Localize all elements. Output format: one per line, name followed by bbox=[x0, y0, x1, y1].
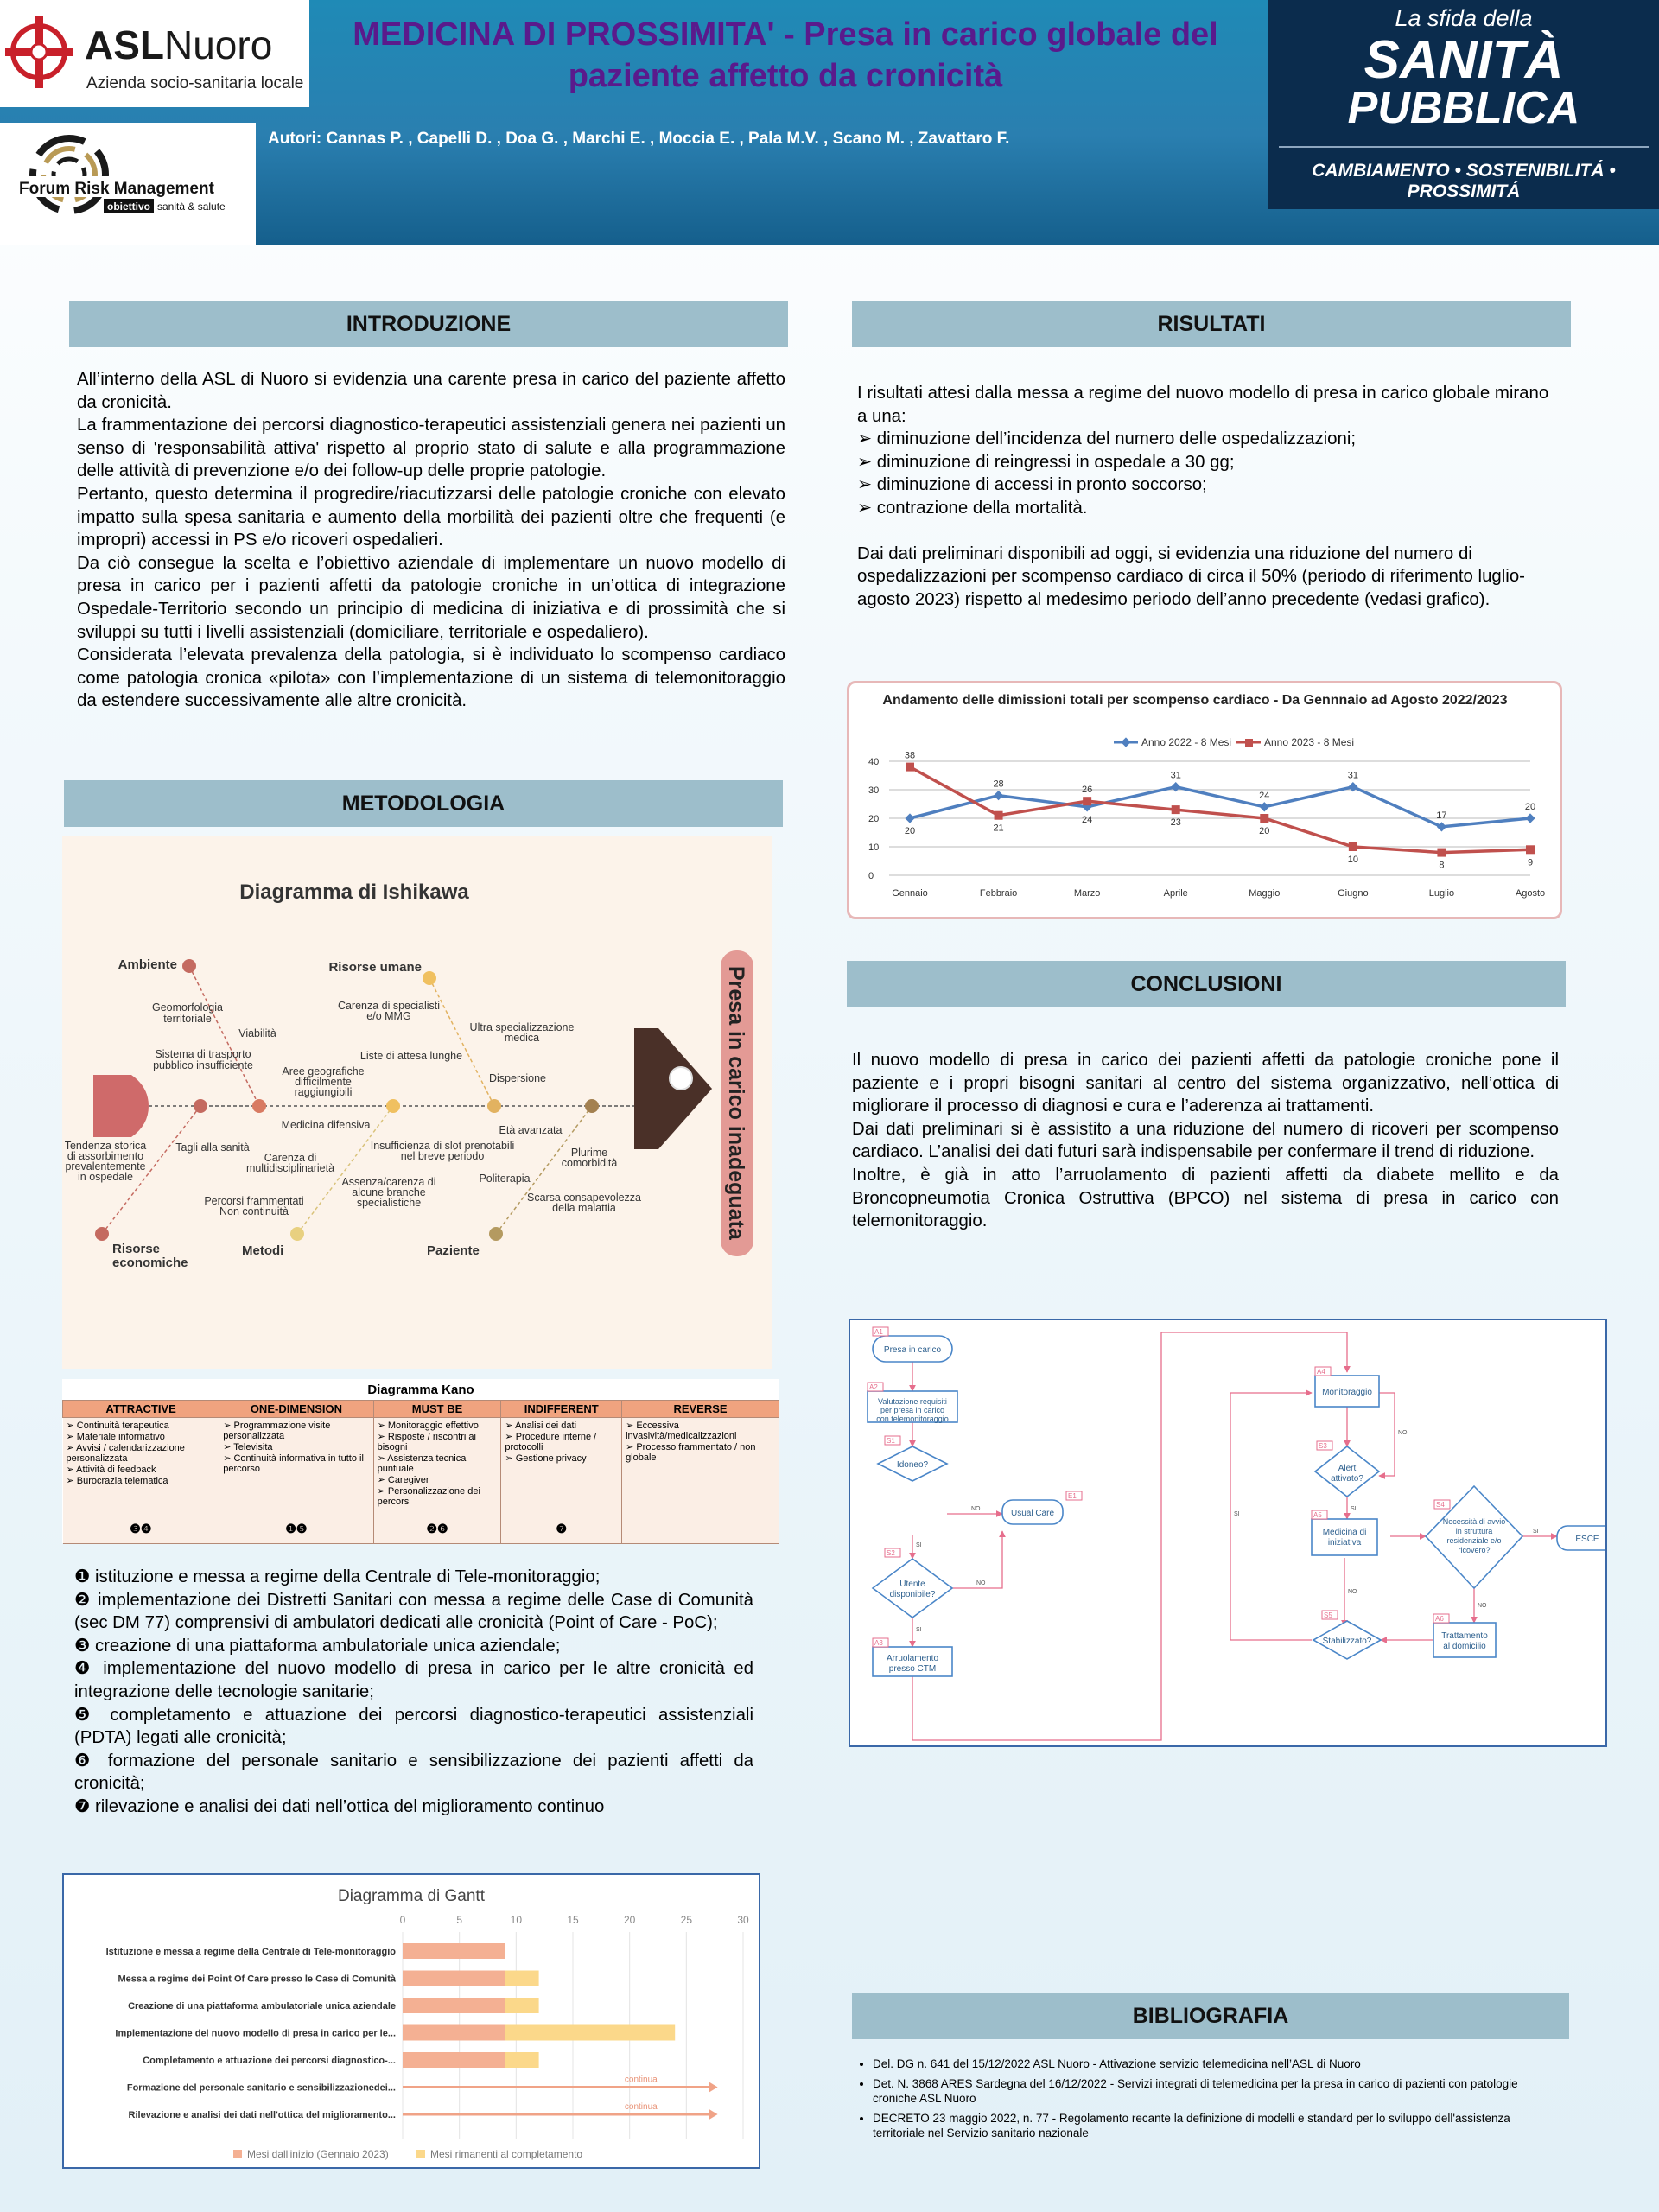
data-label: 9 bbox=[1527, 857, 1534, 868]
title-line-1: MEDICINA DI PROSSIMITA' - Presa in carico globale del bbox=[353, 16, 1218, 53]
y-tick-label: 0 bbox=[868, 871, 874, 881]
legend-series-2: Anno 2023 - 8 Mesi bbox=[1264, 736, 1355, 748]
cause-15a: Percorsi frammentati bbox=[204, 1195, 304, 1207]
banner-top: La sfida della bbox=[1395, 5, 1533, 31]
kano-item: ➢ Processo frammentato / non globale bbox=[626, 1441, 775, 1463]
fc-alert-2: attivato? bbox=[1331, 1474, 1363, 1484]
x-tick-label: Febbraio bbox=[979, 888, 1018, 899]
fc-si-3: SI bbox=[1351, 1506, 1357, 1512]
cause-16: Età avanzata bbox=[499, 1124, 563, 1136]
fc-esce: ESCE bbox=[1575, 1535, 1599, 1544]
data-label: 8 bbox=[1439, 860, 1445, 871]
kano-cell-one-dimension bbox=[219, 1418, 373, 1520]
bib-item-1: • Del. DG n. 641 del 15/12/2022 ASL Nuoro - Attivazione servizio telemedicina nell’ASL di Nuoro bbox=[873, 2056, 1562, 2071]
kano-col-1: ONE-DIMENSION bbox=[219, 1401, 373, 1418]
banner-bottom-2: PROSSIMITÁ bbox=[1407, 181, 1521, 201]
fc-id-a3: A3 bbox=[874, 1639, 883, 1647]
kano-item: ➢ Avvisi / calendarizzazione personalizzata bbox=[67, 1442, 216, 1464]
gantt-task-label: Completamento e attuazione dei percorsi diagnostico-... bbox=[143, 2056, 396, 2066]
risultati-intro: I risultati attesi dalla messa a regime del nuovo modello di presa in carico globale mirano a una: bbox=[857, 384, 1549, 426]
conclusioni-body bbox=[852, 1049, 1559, 1233]
data-point bbox=[995, 811, 1003, 820]
intro-p5: Considerata l’elevata prevalenza della patologia, si è individuato lo scompenso cardiaco come patologia cronica «pilota» con l’implementazione di un sistema di telemonitoraggio da estendere successivamente alle altre cronicità. bbox=[77, 645, 785, 711]
y-tick-label: 20 bbox=[868, 814, 880, 824]
chart-title: Andamento delle dimissioni totali per scompenso cardiaco - Da Gennnaio ad Agosto 2022/2023 bbox=[882, 693, 1508, 708]
kano-item: ➢ Televisita bbox=[223, 1441, 369, 1452]
intro-p3: Pertanto, questo determina il progredire/riacutizzarsi delle patologie croniche con elevato impatto sulla spesa sanitaria e aumento della morbilità dei pazienti oltre che frequenti (e impropri) accessi in PS e/o ricoveri ospedalieri. bbox=[77, 484, 785, 550]
method-item-4: ❹ implementazione del nuovo modello di presa in carico per le altre cronicità ed integrazione delle tecnologie sanitarie; bbox=[74, 1659, 753, 1701]
fc-id-s5: S5 bbox=[1324, 1611, 1332, 1619]
method-item-5: ❺ completamento e attuazione dei percorsi diagnostico-terapeutici assistenziali (PDTA) legati alle cronicità; bbox=[74, 1705, 753, 1748]
line-chart bbox=[847, 681, 1562, 919]
data-label: 20 bbox=[1259, 826, 1270, 836]
kano-item: ➢ Analisi dei dati bbox=[505, 1420, 618, 1431]
fc-id-s4: S4 bbox=[1436, 1501, 1445, 1509]
gantt-continua: continua bbox=[624, 2102, 658, 2112]
cat-risorse-economiche-1: Risorse bbox=[112, 1242, 161, 1256]
intro-p4: Da ciò consegue la scelta e l’obiettivo aziendale di implementare un nuovo modello di presa in carico per i pazienti affetti da patologie croniche in un’ottica di integrazione Ospedale-Territorio secondo un principio di medicina di iniziativa e di prossimità che si sviluppi su tutti i livelli assistenziali (domiciliare, territoriale e ospedaliero). bbox=[77, 553, 785, 642]
banner-bottom-1: CAMBIAMENTO • SOSTENIBILITÁ • bbox=[1312, 161, 1616, 181]
frm-tag-a: obiettivo bbox=[107, 200, 150, 213]
kano-item: ➢ Continuità terapeutica bbox=[67, 1420, 216, 1431]
kano-item: ➢ Procedure interne / protocolli bbox=[505, 1431, 618, 1452]
gantt-tick: 10 bbox=[510, 1914, 523, 1926]
fc-si-4: SI bbox=[1533, 1529, 1539, 1535]
asl-nuoro-logo bbox=[0, 0, 309, 107]
frm-name: Forum Risk Management bbox=[19, 180, 214, 198]
intro-p2: La frammentazione dei percorsi diagnostico-terapeutici assistenziali genera nei pazienti un senso di 'responsabilità attiva' rispetto al proprio stato di salute e alla programmazione delle attività di prevenzione e/o dei follow-up delle proprie patologie. bbox=[77, 416, 785, 481]
fc-utente-2: disponibile? bbox=[889, 1590, 936, 1599]
x-tick-label: Luglio bbox=[1428, 888, 1455, 899]
banner-big-2: PUBBLICA bbox=[1347, 83, 1580, 133]
cause-15b: Non continuità bbox=[219, 1205, 289, 1217]
kano-col-3: INDIFFERENT bbox=[501, 1401, 622, 1418]
fc-id-a2: A2 bbox=[869, 1383, 878, 1391]
gantt-bar-remaining bbox=[505, 1971, 538, 1986]
gantt-tick: 15 bbox=[567, 1914, 579, 1926]
cause-9c: prevalentemente bbox=[65, 1160, 146, 1173]
data-point bbox=[1437, 822, 1446, 831]
cause-2: Viabilità bbox=[238, 1027, 276, 1039]
kano-cell-must-be bbox=[373, 1418, 501, 1520]
risultati-bullet-4: ➢ contrazione della mortalità. bbox=[857, 497, 1554, 520]
kano-item: ➢ Eccessiva invasività/medicalizzazioni bbox=[626, 1420, 775, 1441]
x-tick-label: Marzo bbox=[1073, 888, 1101, 899]
method-item-1: ❶ istituzione e messa a regime della Centrale di Tele-monitoraggio; bbox=[74, 1567, 601, 1586]
gantt-tick: 25 bbox=[680, 1914, 693, 1926]
cat-risorse-umane: Risorse umane bbox=[328, 960, 422, 975]
risultati-bullet-2: ➢ diminuzione di reingressi in ospedale a 30 gg; bbox=[857, 451, 1554, 474]
cause-9b: di assorbimento bbox=[67, 1150, 144, 1162]
fc-valutazione-3: con telemonitoraggio bbox=[876, 1414, 949, 1423]
cause-9a: Tendenza storica bbox=[64, 1140, 147, 1152]
fc-si-1: SI bbox=[916, 1542, 922, 1548]
conclusioni-heading: CONCLUSIONI bbox=[847, 961, 1566, 1007]
banner-big-1: SANITÀ bbox=[1363, 30, 1564, 90]
data-point bbox=[1348, 782, 1357, 791]
cause-1a: Geomorfologia bbox=[152, 1001, 223, 1014]
y-tick-label: 10 bbox=[868, 842, 880, 853]
cat-metodi: Metodi bbox=[242, 1243, 284, 1258]
risultati-bullet-1: ➢ diminuzione dell’incidenza del numero delle ospedalizzazioni; bbox=[857, 428, 1554, 451]
cause-13b: nel breve periodo bbox=[400, 1150, 485, 1162]
cause-12a: Carenza di bbox=[264, 1152, 317, 1164]
risultati-heading: RISULTATI bbox=[852, 301, 1571, 347]
risultati-body bbox=[857, 382, 1554, 611]
x-tick-label: Maggio bbox=[1249, 888, 1281, 899]
kano-item: ➢ Materiale informativo bbox=[67, 1431, 216, 1442]
fc-id-e1: E1 bbox=[1068, 1492, 1077, 1500]
cat-paziente: Paziente bbox=[427, 1243, 480, 1258]
fc-id-s1: S1 bbox=[887, 1437, 895, 1445]
data-label: 17 bbox=[1436, 810, 1447, 821]
method-item-2: ❷ implementazione dei Distretti Sanitari con messa a regime delle Case di Comunità (sec DM 77) comprensivi di ambulatori dedicati alle cronicità (Point of Care - PoC); bbox=[74, 1590, 753, 1633]
fc-monitoraggio: Monitoraggio bbox=[1322, 1388, 1372, 1397]
gantt-tick: 5 bbox=[456, 1914, 463, 1926]
data-point bbox=[994, 791, 1003, 800]
ishikawa-tail bbox=[93, 1075, 149, 1137]
fc-tratt-2: al domicilio bbox=[1443, 1642, 1486, 1651]
data-point bbox=[905, 813, 914, 823]
gantt-task-label: Formazione del personale sanitario e sensibilizzazionedei... bbox=[126, 2082, 396, 2094]
fc-presa: Presa in carico bbox=[883, 1345, 942, 1355]
y-tick-label: 40 bbox=[868, 757, 880, 767]
kano-num-4 bbox=[622, 1520, 779, 1544]
gantt-bar-remaining bbox=[505, 2052, 538, 2068]
fc-nec-3: residenziale e/o bbox=[1446, 1536, 1502, 1545]
kano-col-2: MUST BE bbox=[373, 1401, 501, 1418]
kano-item: ➢ Burocrazia telematica bbox=[67, 1475, 216, 1486]
gantt-bar-remaining bbox=[505, 1998, 538, 2013]
fc-id-a1: A1 bbox=[874, 1328, 883, 1336]
gantt-title: Diagramma di Gantt bbox=[337, 1887, 486, 1905]
forum-risk-management-logo bbox=[0, 123, 256, 245]
fc-arruolamento-2: presso CTM bbox=[888, 1664, 937, 1674]
cause-8: Dispersione bbox=[488, 1072, 547, 1084]
fc-medicina-1: Medicina di bbox=[1322, 1528, 1367, 1537]
intro-p1: All’interno della ASL di Nuoro si evidenzia una carente presa in carico del paziente affetto da cronicità. bbox=[77, 370, 785, 412]
kano-cell-indifferent bbox=[501, 1418, 622, 1520]
asl-cross-icon bbox=[5, 16, 73, 88]
data-point bbox=[1525, 813, 1535, 823]
kano-item: ➢ Attività di feedback bbox=[67, 1464, 216, 1475]
gantt-legend-a: Mesi dall'inizio (Gennaio 2023) bbox=[247, 2148, 389, 2160]
gantt-task-label: Istituzione e messa a regime della Centrale di Tele-monitoraggio bbox=[105, 1947, 396, 1957]
data-label: 20 bbox=[1524, 802, 1536, 812]
gantt-legend-b: Mesi rimanenti al completamento bbox=[430, 2148, 583, 2160]
introduzione-heading: INTRODUZIONE bbox=[69, 301, 788, 347]
fc-no-5: NO bbox=[1348, 1589, 1357, 1595]
cause-6b: medica bbox=[504, 1032, 540, 1044]
fc-si-5: SI bbox=[1234, 1511, 1240, 1517]
authors: Autori: Cannas P. , Capelli D. , Doa G. , Marchi E. , Moccia E. , Pala M.V. , Scano M. , Zavattaro F. bbox=[268, 130, 1010, 148]
fc-utente-1: Utente bbox=[899, 1580, 925, 1589]
risultati-bullet-3: ➢ diminuzione di accessi in pronto soccorso; bbox=[857, 474, 1554, 497]
cause-17b: comorbidità bbox=[561, 1157, 618, 1169]
gantt-task-label: Messa a regime dei Point Of Care presso le Case di Comunità bbox=[118, 1974, 396, 1985]
data-point bbox=[906, 763, 914, 772]
data-label: 38 bbox=[904, 750, 916, 761]
asl-name-a: ASL bbox=[85, 22, 164, 67]
asl-subtitle: Azienda socio-sanitaria locale bbox=[86, 74, 304, 92]
risultati-bullets bbox=[857, 428, 1554, 519]
kano-num-0: ❸❹ bbox=[63, 1520, 219, 1544]
x-tick-label: Aprile bbox=[1163, 888, 1188, 899]
cat-ambiente: Ambiente bbox=[118, 957, 177, 972]
frm-rings-icon bbox=[33, 138, 105, 211]
fc-si-2: SI bbox=[916, 1627, 922, 1633]
fc-nec-2: in struttura bbox=[1455, 1527, 1493, 1535]
gantt-task-label: Rilevazione e analisi dei dati nell'ottica del miglioramento... bbox=[128, 2110, 396, 2120]
fc-valutazione-1: Valutazione requisiti bbox=[878, 1397, 947, 1406]
kano-cell-reverse bbox=[622, 1418, 779, 1520]
bib-item-2: • Det. N. 3868 ARES Sardegna del 16/12/2022 - Servizi integrati di telemedicina per la presa in carico di pazienti con patologie croniche ASL Nuoro bbox=[873, 2076, 1562, 2106]
kano-item: ➢ Personalizzazione dei percorsi bbox=[378, 1485, 498, 1507]
cause-3b: pubblico insufficiente bbox=[153, 1059, 253, 1071]
data-label: 21 bbox=[993, 823, 1004, 834]
kano-cell-attractive bbox=[63, 1418, 219, 1520]
data-point bbox=[1349, 842, 1357, 851]
fc-valutazione-2: per presa in carico bbox=[880, 1406, 945, 1414]
poster-title bbox=[309, 14, 1262, 97]
fc-usual: Usual Care bbox=[1010, 1509, 1055, 1518]
flowchart bbox=[849, 1319, 1607, 1747]
conclusioni-p2: Dai dati preliminari si è assistito a una riduzione del numero di ricoveri per scompenso cardiaco. L’analisi dei dati futuri sarà indispensabile per confermare il trend di riduzione. bbox=[852, 1119, 1559, 1162]
gantt-tick: 20 bbox=[623, 1914, 636, 1926]
kano-col-0: ATTRACTIVE bbox=[63, 1401, 219, 1418]
cause-5b: e/o MMG bbox=[366, 1010, 411, 1022]
data-label: 31 bbox=[1170, 770, 1181, 781]
ishikawa-title: Diagramma di Ishikawa bbox=[239, 880, 469, 904]
cat-risorse-economiche-2: economiche bbox=[112, 1255, 188, 1270]
kano-num-3: ❼ bbox=[501, 1520, 622, 1544]
kano-table bbox=[62, 1400, 779, 1544]
bib-item-3: • DECRETO 23 maggio 2022, n. 77 - Regolamento recante la definizione di modelli e standard per lo sviluppo dell'assistenza territoriale nel Servizio sanitario nazionale bbox=[873, 2111, 1562, 2140]
fc-nec-1: Necessità di avvio bbox=[1442, 1517, 1506, 1526]
kano-item: ➢ Monitoraggio effettivo bbox=[378, 1420, 498, 1431]
kano-item: ➢ Continuità informativa in tutto il percorso bbox=[223, 1452, 369, 1474]
method-item-3: ❸ creazione di una piattaforma ambulatoriale unica aziendale; bbox=[74, 1636, 561, 1656]
fc-idoneo: Idoneo? bbox=[896, 1460, 929, 1470]
metodologia-list bbox=[74, 1566, 753, 1819]
data-point bbox=[1083, 797, 1091, 805]
asl-name-b: Nuoro bbox=[164, 22, 273, 67]
cause-7: Liste di attesa lunghe bbox=[359, 1050, 463, 1062]
sanita-pubblica-banner bbox=[1268, 0, 1659, 209]
ishikawa-diagram bbox=[62, 836, 772, 1369]
kano-diagram bbox=[62, 1379, 779, 1543]
kano-num-1: ❶❺ bbox=[219, 1520, 373, 1544]
gantt-bar-done bbox=[403, 2025, 505, 2041]
data-label: 20 bbox=[904, 826, 916, 836]
y-tick-label: 30 bbox=[868, 785, 880, 796]
bibliografia-list bbox=[873, 2056, 1562, 2145]
data-label: 31 bbox=[1347, 770, 1358, 781]
fc-no-4: NO bbox=[1478, 1603, 1487, 1609]
series-line-1 bbox=[910, 787, 1530, 827]
fc-id-s3: S3 bbox=[1319, 1442, 1327, 1450]
fc-id-a6: A6 bbox=[1435, 1615, 1444, 1623]
cause-10: Tagli alla sanità bbox=[175, 1141, 250, 1154]
introduzione-body bbox=[77, 368, 785, 713]
fc-arruolamento-1: Arruolamento bbox=[886, 1654, 939, 1663]
kano-item: ➢ Programmazione visite personalizzata bbox=[223, 1420, 369, 1441]
cause-19a: Scarsa consapevolezza bbox=[526, 1192, 642, 1204]
data-point bbox=[1171, 782, 1180, 791]
cause-5a: Carenza di specialisti bbox=[337, 1000, 441, 1012]
metodologia-heading: METODOLOGIA bbox=[64, 780, 783, 827]
kano-title: Diagramma Kano bbox=[367, 1382, 474, 1397]
data-point bbox=[1172, 805, 1180, 814]
cause-6a: Ultra specializzazione bbox=[469, 1021, 575, 1033]
conclusioni-p1: Il nuovo modello di presa in carico dei pazienti affetti da patologie croniche pone il paziente e i propri bisogni sanitari al centro del sistema organizzativo, nell’ottica di migliorare il processo di diagnosi e cura e l’aderenza ai trattamenti. bbox=[852, 1051, 1559, 1116]
fc-no-1: NO bbox=[971, 1506, 981, 1512]
fc-id-a4: A4 bbox=[1317, 1368, 1325, 1376]
cause-12b: multidisciplinarietà bbox=[245, 1162, 335, 1174]
cause-14c: specialistiche bbox=[356, 1197, 422, 1209]
fc-id-a5: A5 bbox=[1313, 1511, 1322, 1519]
fc-tratt-1: Trattamento bbox=[1441, 1631, 1488, 1641]
cause-4c: raggiungibili bbox=[294, 1086, 353, 1098]
title-line-2: paziente affetto da cronicità bbox=[568, 58, 1003, 94]
gantt-chart bbox=[62, 1873, 760, 2169]
fc-no-2: NO bbox=[976, 1580, 986, 1586]
cause-9d: in ospedale bbox=[78, 1171, 133, 1183]
cause-1b: territoriale bbox=[163, 1013, 212, 1025]
x-tick-label: Gennaio bbox=[892, 888, 928, 899]
frm-tag-b: sanità & salute bbox=[157, 200, 226, 213]
risultati-p2: Dai dati preliminari disponibili ad oggi, si evidenzia una riduzione del numero di ospedalizzazioni per scompenso cardiaco di circa il 50% (periodo di riferimento luglio-agosto 2023) rispetto al medesimo periodo dell’anno precedente (vedasi grafico). bbox=[857, 543, 1525, 609]
kano-num-2: ❷❻ bbox=[373, 1520, 501, 1544]
ishikawa-head bbox=[634, 1028, 712, 1149]
fc-alert-1: Alert bbox=[1338, 1464, 1357, 1473]
gantt-task-label: Implementazione del nuovo modello di presa in carico per le... bbox=[115, 2028, 396, 2039]
gantt-tick: 30 bbox=[737, 1914, 749, 1926]
data-label: 26 bbox=[1082, 785, 1093, 796]
data-label: 24 bbox=[1259, 790, 1270, 801]
data-label: 24 bbox=[1082, 814, 1093, 825]
x-tick-label: Agosto bbox=[1515, 888, 1546, 899]
cause-18: Politerapia bbox=[479, 1173, 531, 1185]
method-item-7: ❼ rilevazione e analisi dei dati nell’ottica del miglioramento continuo bbox=[74, 1796, 605, 1816]
data-point bbox=[1437, 849, 1446, 857]
data-point bbox=[1260, 802, 1269, 811]
legend-series-1: Anno 2022 - 8 Mesi bbox=[1141, 736, 1232, 748]
gantt-task-label: Creazione di una piattaforma ambulatoriale unica aziendale bbox=[128, 2001, 396, 2012]
fc-medicina-2: iniziativa bbox=[1327, 1538, 1362, 1548]
gantt-continua: continua bbox=[624, 2075, 658, 2085]
kano-item: ➢ Risposte / riscontri ai bisogni bbox=[378, 1431, 498, 1452]
data-label: 23 bbox=[1170, 817, 1181, 829]
fc-no-3: NO bbox=[1398, 1430, 1408, 1436]
fc-nec-4: ricovero? bbox=[1458, 1546, 1491, 1554]
cause-17a: Plurime bbox=[570, 1147, 608, 1159]
method-item-6: ❻ formazione del personale sanitario e sensibilizzazione dei pazienti affetti da cronicità; bbox=[74, 1751, 753, 1794]
effect-label: Presa in carico inadeguata bbox=[724, 966, 748, 1240]
kano-item: ➢ Assistenza tecnica puntuale bbox=[378, 1452, 498, 1474]
gantt-bar-done bbox=[403, 1998, 505, 2013]
data-label: 28 bbox=[993, 779, 1004, 790]
cause-14b: alcune branche bbox=[352, 1186, 426, 1198]
cause-4b: difficilmente bbox=[295, 1076, 352, 1088]
cause-4a: Aree geografiche bbox=[282, 1065, 365, 1077]
cause-11: Medicina difensiva bbox=[281, 1119, 371, 1131]
gantt-bar-done bbox=[403, 2052, 505, 2068]
x-tick-label: Giugno bbox=[1338, 888, 1369, 899]
cause-13a: Insufficienza di slot prenotabili bbox=[370, 1140, 515, 1152]
gantt-bar-done bbox=[403, 1971, 505, 1986]
bibliografia-heading: BIBLIOGRAFIA bbox=[852, 1993, 1569, 2039]
gantt-bar-remaining bbox=[505, 2025, 675, 2041]
kano-item: ➢ Caregiver bbox=[378, 1474, 498, 1485]
cause-19b: della malattia bbox=[552, 1202, 616, 1214]
data-point bbox=[1260, 814, 1268, 823]
fc-stabilizzato: Stabilizzato? bbox=[1322, 1637, 1372, 1646]
gantt-bar-done bbox=[403, 1943, 505, 1959]
data-label: 10 bbox=[1347, 855, 1358, 865]
conclusioni-p3: Inoltre, è già in atto l’arruolamento di pazienti affetti da diabete mellito e da Broncopneumotia Cronica Ostruttiva (BPCO) nel sistema di presa in carico con telemonitoraggio. bbox=[852, 1165, 1559, 1231]
fc-id-s2: S2 bbox=[887, 1549, 895, 1557]
cause-3a: Sistema di trasporto bbox=[155, 1048, 251, 1060]
cause-14a: Assenza/carenza di bbox=[341, 1176, 436, 1188]
kano-col-4: REVERSE bbox=[622, 1401, 779, 1418]
kano-item: ➢ Gestione privacy bbox=[505, 1452, 618, 1464]
gantt-tick: 0 bbox=[399, 1914, 406, 1926]
data-point bbox=[1526, 845, 1535, 854]
